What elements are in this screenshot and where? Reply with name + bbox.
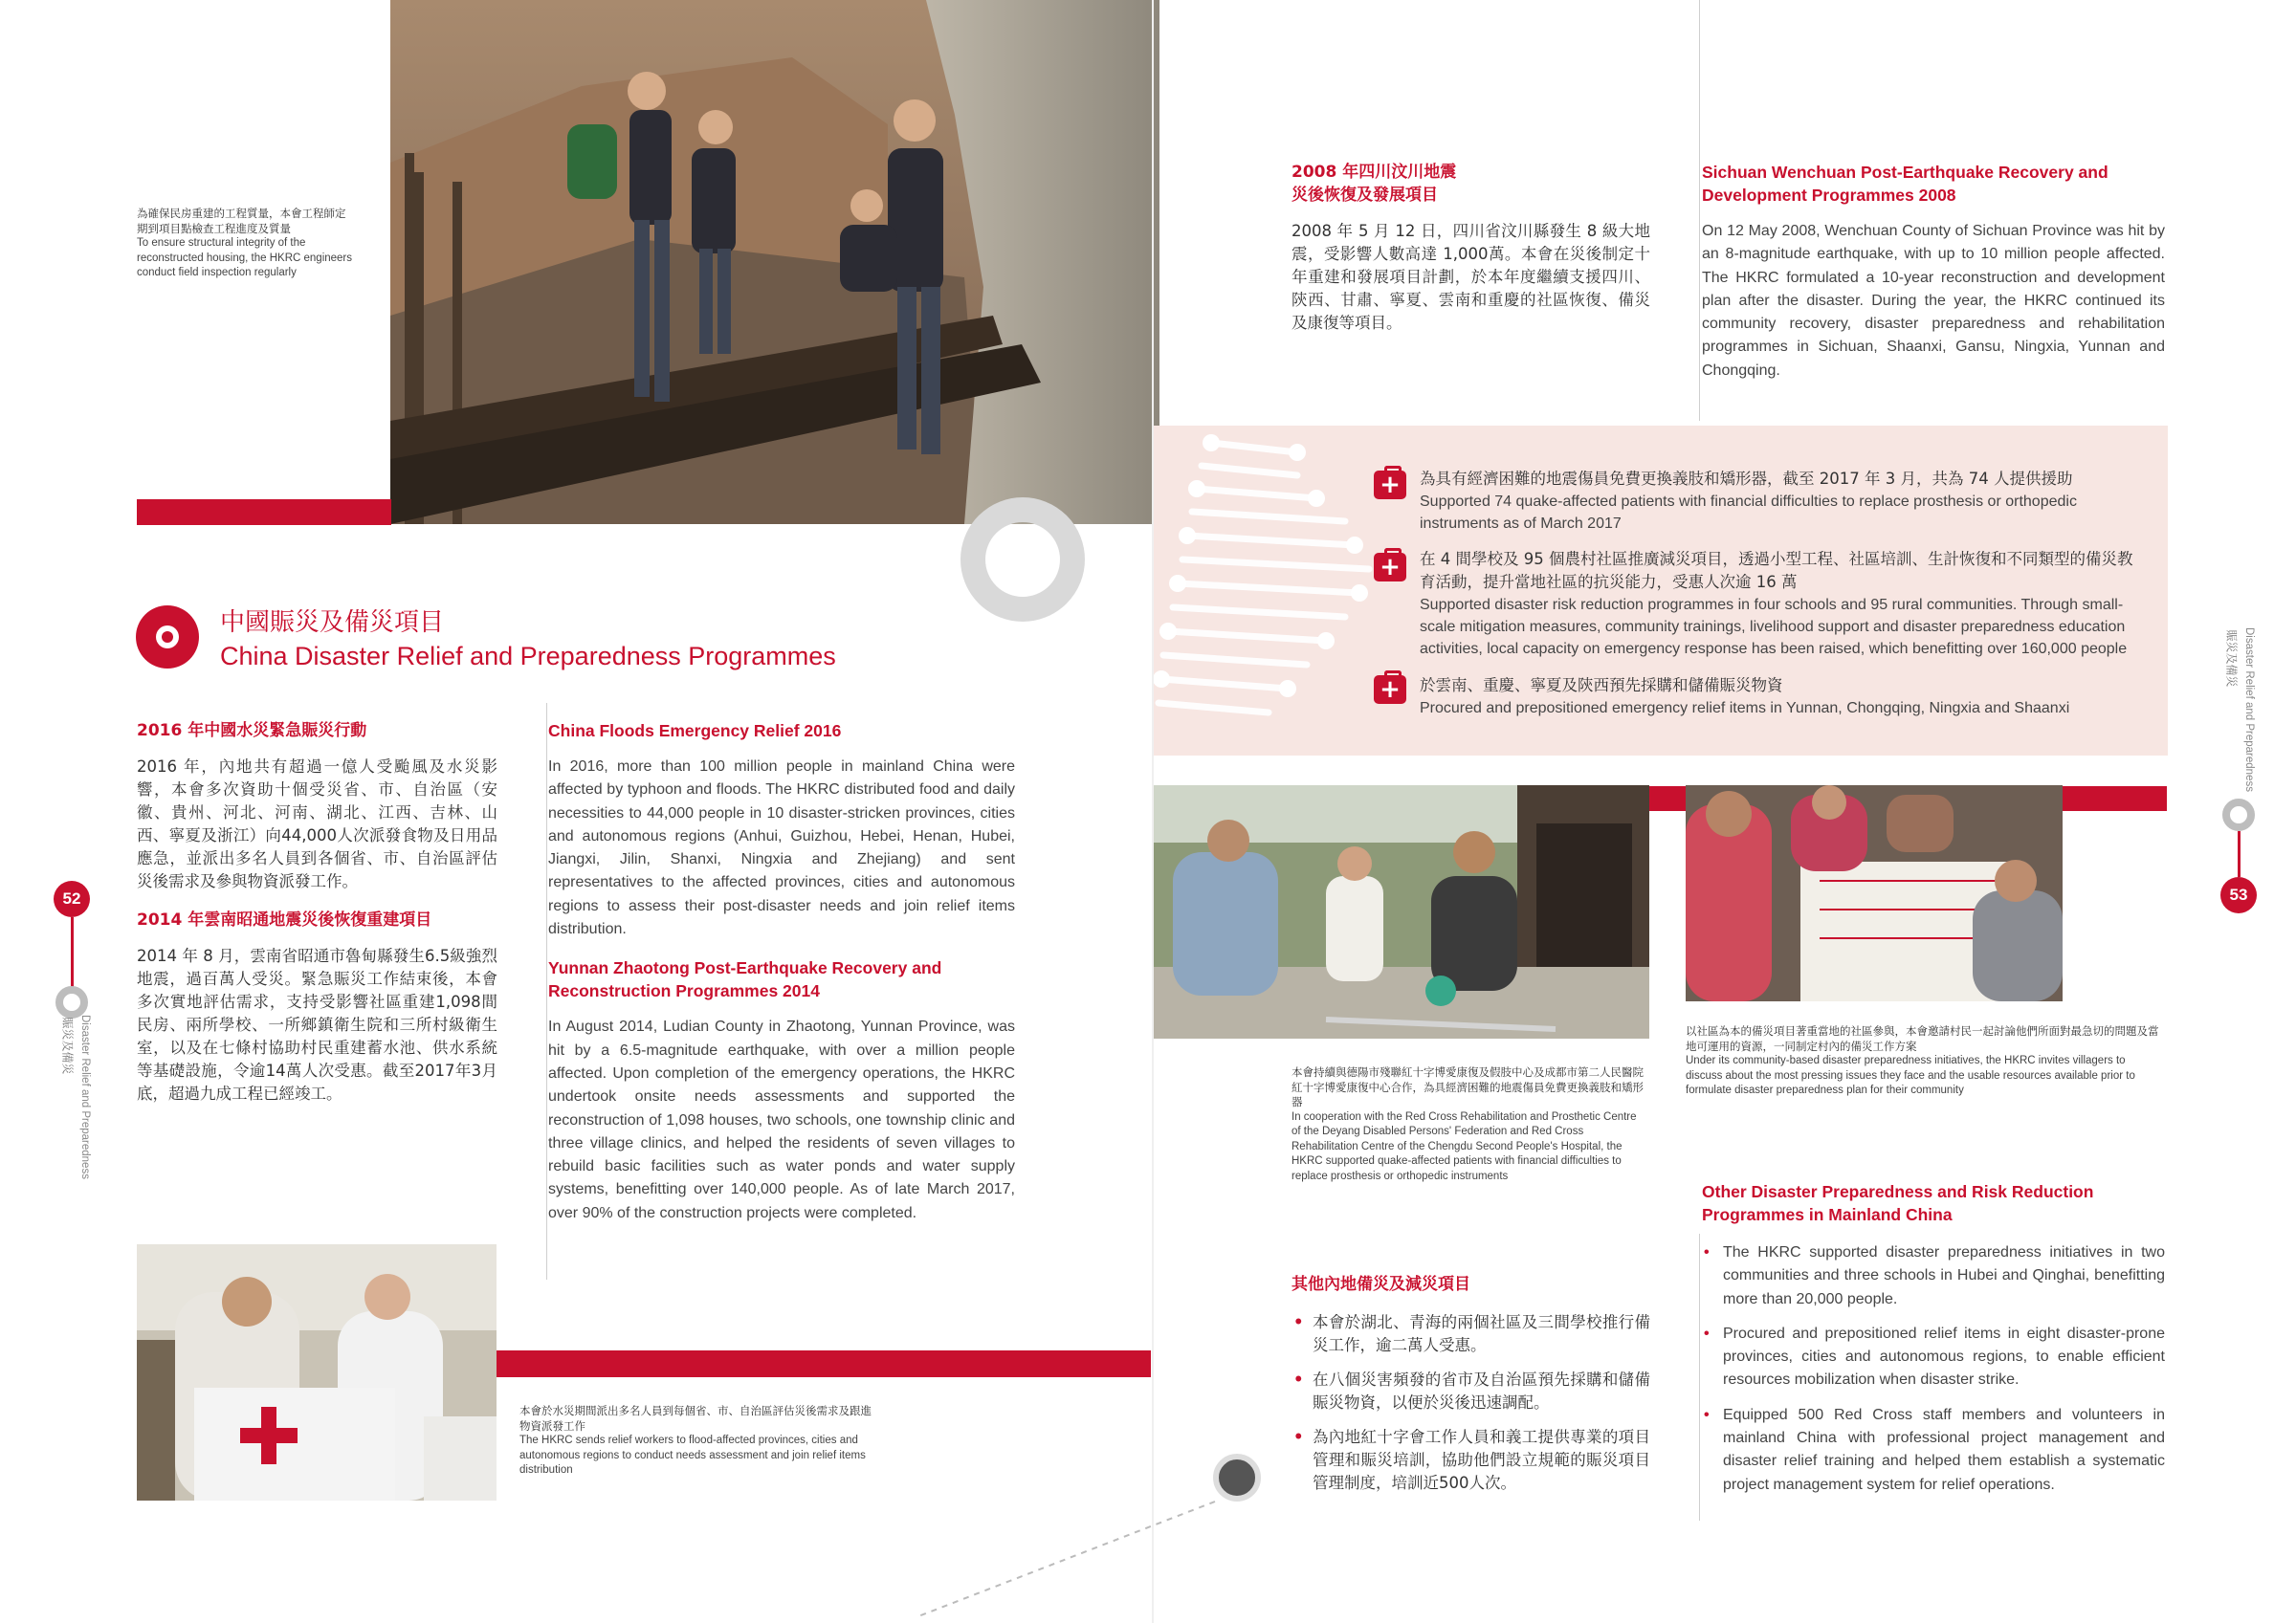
highlight-zh: 於雲南、重慶、寧夏及陝西預先採購和儲備賑災物資 <box>1420 676 1783 694</box>
sichuan-body-zh: 2008 年 5 月 12 日，四川省汶川縣發生 8 級大地震，受影響人數高達 1,000萬。本會在災後制定十年重建和發展項目計劃，於本年度繼續支援四川、陝西、甘肅、寧夏、雲南和重慶的社區恢復、備災及康復等項目。 <box>1292 222 1650 332</box>
highlight-item-2 <box>1420 548 2137 660</box>
engineers-inspection-photo <box>390 0 1159 524</box>
red-bar-mid-right <box>2063 786 2167 811</box>
decorative-dotted-line <box>909 1492 1225 1623</box>
caption-en: The HKRC sends relief workers to flood-affected provinces, cities and autonomous regions to conduct needs assessment and join relief items distribution <box>519 1435 866 1476</box>
section-title-en: China Disaster Relief and Preparedness Programmes <box>220 642 836 670</box>
top-photo-caption <box>137 207 352 281</box>
bottom-photo-caption <box>519 1404 873 1479</box>
highlight-en: Supported disaster risk reduction programmes in four schools and 95 rural communities. Through small-scale mitigation measures, community trainings, livelihood support and disaster preparedness education activities, local capacity on emergency response has been raised, which benefitting over 160,000 people <box>1420 597 2128 657</box>
yunnan-title-zh: 2014 年雲南昭通地震災後恢復重建項目 <box>137 910 432 930</box>
community-photo-caption <box>1686 1024 2164 1099</box>
floods-title-zh: 2016 年中國水災緊急賑災行動 <box>137 721 367 740</box>
other-programmes-en <box>1702 1180 2165 1508</box>
list-item: • 為內地紅十字會工作人員和義工提供專業的項目管理和賑災培訓，協助他們設立規範的賑災項目管理制度，培訓近500人次。 <box>1292 1426 1650 1495</box>
yunnan-body-zh: 2014 年 8 月，雲南省昭通市魯甸縣發生6.5級強烈地震，過百萬人受災。緊急賑災工作結束後，本會多次實地評估需求，支持受影響社區重建1,098間民房、兩所學校、一所鄉鎮衛生院和三所村級衛生室，以及在七條村協助村民重建蓄水池、供水系統等基礎設施，令逾14萬人次受惠。截至2017年3月底，超過九成工程已經竣工。 <box>137 947 497 1103</box>
red-bar-bottom <box>497 1350 1151 1377</box>
relief-distribution-photo <box>137 1244 497 1501</box>
sichuan-body-en: On 12 May 2008, Wenchuan County of Sichuan Province was hit by an 8-magnitude earthquake, with up to 10 million people affected. The HKRC formulated a 10-year reconstruction and development plan after the disaster. During the year, the HKRC continued its community recovery, disaster preparedness and rehabilitation programmes in Sichuan, Shaanxi, Gansu, Ningxia, Yunnan and Chongqing. <box>1702 223 2165 379</box>
community-discussion-photo <box>1686 785 2063 1001</box>
highlight-item-1 <box>1420 468 2137 535</box>
floods-body-en: In 2016, more than 100 million people in mainland China were affected by typhoon and floods. The HKRC distributed food and daily necessities to 44,000 people in 10 disaster-stricken provinces, cities and autonomous regions (Anhui, Guizhou, Hebei, Henan, Hubei, Jiangxi, Jilin, Shanxi, Ningxia and Zhejiang) and sent representatives to the affected provinces, cities and autonomous regions to assess their post-disaster needs and join relief items distribution. <box>548 758 1015 938</box>
side-tab-label-right <box>2218 627 2256 799</box>
caption-zh: 本會於水災期間派出多名人員到每個省、市、自治區評估災後需求及跟進物資派發工作 <box>519 1404 872 1433</box>
page-number-53: 53 <box>2220 877 2257 913</box>
red-bar-mid-left <box>1649 786 1686 811</box>
caption-zh: 以社區為本的備災項目著重當地的社區參與，本會邀請村民一起討論他們所面對最急切的問題及當地可運用的資源，一同制定村內的備災工作方案 <box>1686 1024 2159 1053</box>
top-column-divider <box>1699 0 1700 421</box>
first-aid-kit-icon <box>1374 553 1406 581</box>
left-column-en <box>548 719 1015 1225</box>
yunnan-body-en: In August 2014, Ludian County in Zhaotong, Yunnan Province, was hit by a 6.5-magnitude earthquake, with over a million people affected. Upon completion of the emergency operations, the HKRC undertook onsite needs assessments and supported the reconstruction of 1,098 houses, two schools, one township clinic and three village clinics, and helped the residents of seven villages to rebuild basic facilities such as water ponds and water supply systems, benefitting over 140,000 people. As of late March 2017, over 90% of the construction projects were completed. <box>548 1019 1015 1221</box>
caption-zh: 為確保民房重建的工程質量，本會工程師定期到項目點檢查工程進度及質量 <box>137 207 346 235</box>
bottom-column-divider <box>1699 1234 1700 1521</box>
left-column-zh <box>137 719 497 1106</box>
prosthesis-photo-caption <box>1292 1065 1647 1184</box>
page-tab-ring <box>55 986 88 1019</box>
highlight-en: Procured and prepositioned emergency relief items in Yunnan, Chongqing, Ningxia and Shaanxi <box>1420 700 2070 716</box>
sichuan-title-zh-2: 災後恢復及發展項目 <box>1292 186 1438 205</box>
side-tab-zh: 賑災及備災 <box>60 1017 75 1075</box>
page-tab-line <box>71 917 74 988</box>
page-tab-line-right <box>2238 831 2241 877</box>
caption-zh: 本會持續與德陽市殘聯紅十字博愛康復及假肢中心及成都市第二人民醫院紅十字博愛康復中心合作，為具經濟困難的地震傷員免費更換義肢和矯形器 <box>1292 1065 1644 1108</box>
floods-title-en: China Floods Emergency Relief 2016 <box>548 721 842 740</box>
sichuan-en <box>1702 161 2165 383</box>
section-title-zh: 中國賑災及備災項目 <box>220 608 445 637</box>
first-aid-kit-icon <box>1374 675 1406 704</box>
list-item: • 在八個災害頻發的省市及自治區預先採購和儲備賑災物資，以便於災後迅速調配。 <box>1292 1369 1650 1415</box>
page-tab-ring-right <box>2222 799 2255 831</box>
sichuan-title-en: Sichuan Wenchuan Post-Earthquake Recovery and Development Programmes 2008 <box>1702 163 2108 205</box>
other-title-zh: 其他內地備災及減災項目 <box>1292 1275 1470 1294</box>
section-icon <box>136 605 199 669</box>
list-item: • 本會於湖北、青海的兩個社區及三間學校推行備災工作，逾二萬人受惠。 <box>1292 1311 1650 1357</box>
other-programmes-zh <box>1292 1273 1650 1506</box>
list-item: • The HKRC supported disaster preparedness initiatives in two communities and three schools in Hubei and Qinghai, benefitting more than 20,000 people. <box>1702 1241 2165 1311</box>
highlight-zh: 在 4 間學校及 95 個農村社區推廣減災項目，透過小型工程、社區培訓、生計恢復和不同類型的備災教育活動，提升當地社區的抗災能力，受惠人次逾 16 萬 <box>1420 550 2133 591</box>
side-tab-label <box>54 1015 92 1186</box>
caption-en: In cooperation with the Red Cross Rehabilitation and Prosthetic Centre of the Deyang Disabled Persons' Federation and Red Cross Rehabilitation Centre of the Chengdu Second People's Hospital, the HKRC supported quake-affected patients with financial difficulties to replace prosthesis or orthopedic instruments <box>1292 1110 1637 1182</box>
section-title <box>220 606 890 673</box>
sichuan-zh <box>1292 161 1650 335</box>
yunnan-title-en: Yunnan Zhaotong Post-Earthquake Recovery and Reconstruction Programmes 2014 <box>548 958 942 1001</box>
side-tab-en: Disaster Relief and Preparedness <box>2243 627 2255 792</box>
other-list-en <box>1702 1241 2165 1497</box>
caption-en: Under its community-based disaster preparedness initiatives, the HKRC invites villagers to discuss about the most pressing issues they face and the usable resources available prior to formulate disaster preparedness plan for their community <box>1686 1055 2135 1096</box>
highlight-en: Supported 74 quake-affected patients with financial difficulties to replace prosthesis or orthopedic instruments as of March 2017 <box>1420 493 2077 532</box>
other-list-zh <box>1292 1311 1650 1495</box>
red-bar-top <box>137 499 391 525</box>
other-title-en: Other Disaster Preparedness and Risk Reduction Programmes in Mainland China <box>1702 1182 2094 1224</box>
sichuan-title-zh-1: 2008 年四川汶川地震 <box>1292 163 1457 182</box>
decorative-ring <box>960 497 1085 622</box>
caption-en: To ensure structural integrity of the reconstructed housing, the HKRC engineers conduct field inspection regularly <box>137 237 353 278</box>
prosthesis-patients-photo <box>1154 785 1649 1039</box>
side-tab-en: Disaster Relief and Preparedness <box>79 1015 91 1179</box>
column-divider <box>546 703 547 1280</box>
highlight-zh: 為具有經濟困難的地震傷員免費更換義肢和矯形器，截至 2017 年 3 月，共為 74 人提供援助 <box>1420 470 2073 488</box>
side-tab-zh: 賑災及備災 <box>2224 629 2239 688</box>
first-aid-kit-icon <box>1374 471 1406 499</box>
list-item: • Procured and prepositioned relief items in eight disaster-prone provinces, cities and autonomous regions, to enable efficient resources mobilization when disaster strike. <box>1702 1323 2165 1393</box>
dna-decoration <box>1154 426 1383 756</box>
floods-body-zh: 2016 年，內地共有超過一億人受颱風及水災影響，本會多次資助十個受災省、市、自治區（安徽、貴州、河北、河南、湖北、江西、吉林、山西、寧夏及浙江）向44,000人次派發食物及日用品應急，並派出多名人員到各個省、市、自治區評估災後需求及參與物資派發工作。 <box>137 757 497 890</box>
page-number-52: 52 <box>54 881 90 917</box>
list-item: • Equipped 500 Red Cross staff members and volunteers in mainland China with professional project management and disaster relief training and helped them establish a systematic project management system for relief operations. <box>1702 1404 2165 1497</box>
highlight-item-3 <box>1420 674 2137 719</box>
